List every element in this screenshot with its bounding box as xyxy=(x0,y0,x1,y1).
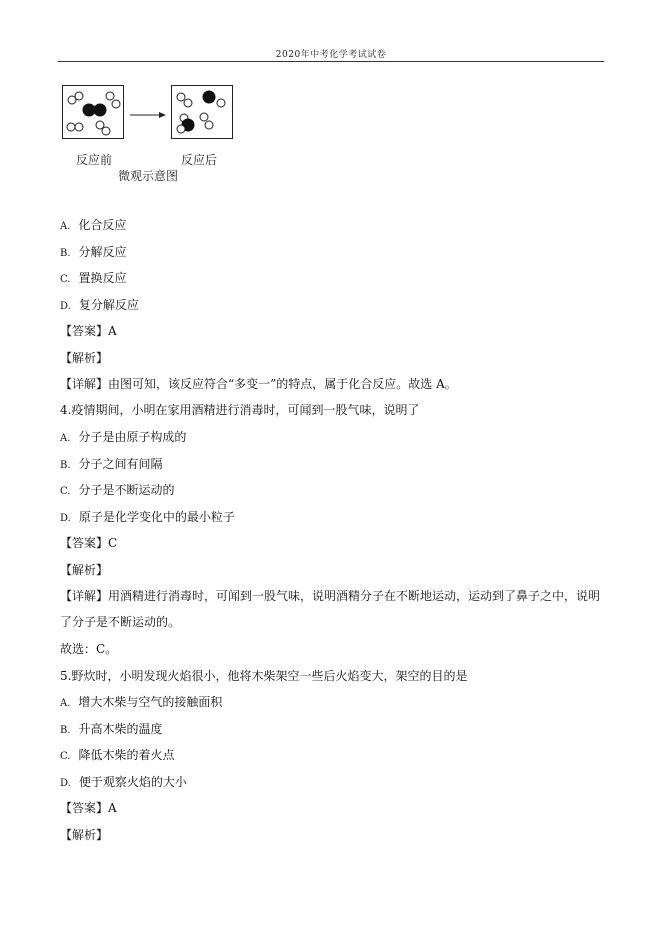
q4-option-d: D. 原子是化学变化中的最小粒子 xyxy=(60,510,235,524)
q3-detail: 【详解】由图可知，该反应符合“多变一”的特点，属于化合反应。故选 A。 xyxy=(60,377,457,391)
q4-detail: 【详解】用酒精进行消毒时，可闻到一股气味，说明酒精分子在不断地运动，运动到了鼻子之中，说明了分子是不断运动的。 xyxy=(60,589,601,629)
white-atom xyxy=(75,92,83,100)
q5-answer: 【答案】A xyxy=(60,801,117,815)
q4-option-a: A. 分子是由原子构成的 xyxy=(60,430,187,444)
white-atom xyxy=(106,92,114,100)
label-after: 反应后 xyxy=(181,153,218,167)
page-header: 2020年中考化学考试试卷 xyxy=(275,50,387,60)
white-atom xyxy=(96,121,104,129)
white-atom xyxy=(184,99,192,107)
q3-answer: 【答案】A xyxy=(60,324,117,338)
black-atom xyxy=(83,104,95,116)
black-atom xyxy=(203,91,215,103)
q4-option-b: B. 分子之间有间隔 xyxy=(60,457,163,471)
white-atom xyxy=(200,113,208,121)
figure-caption: 微观示意图 xyxy=(118,169,179,183)
q3-option-a: A. 化合反应 xyxy=(60,218,127,232)
q3-analysis: 【解析】 xyxy=(60,351,109,365)
white-atom xyxy=(205,121,213,129)
q5-stem: 5.野炊时，小明发现火焰很小，他将木柴架空一些后火焰变大，架空的目的是 xyxy=(60,669,468,683)
header-rule xyxy=(58,61,604,62)
arrow-head xyxy=(159,112,166,118)
white-atom xyxy=(67,123,75,131)
q4-analysis: 【解析】 xyxy=(60,563,109,577)
reaction-diagram-svg xyxy=(62,85,242,155)
micro-diagram xyxy=(62,85,242,185)
black-atom xyxy=(94,104,106,116)
white-atom xyxy=(102,127,110,135)
white-atom xyxy=(177,93,185,101)
q5-option-b: B. 升高木柴的温度 xyxy=(60,722,163,736)
q5-option-d: D. 便于观察火焰的大小 xyxy=(60,775,187,789)
q5-option-c: C. 降低木柴的着火点 xyxy=(60,748,175,762)
q3-option-b: B. 分解反应 xyxy=(60,245,127,259)
white-atom xyxy=(177,125,185,133)
q4-option-c: C. 分子是不断运动的 xyxy=(60,483,175,497)
q4-conclusion: 故选：C。 xyxy=(60,642,118,656)
white-atom xyxy=(112,100,120,108)
label-before: 反应前 xyxy=(76,153,113,167)
q4-stem: 4.疫情期间，小明在家用酒精进行消毒时，可闻到一股气味，说明了 xyxy=(60,403,420,417)
q4-answer: 【答案】C xyxy=(60,536,118,550)
q5-option-a: A. 增大木柴与空气的接触面积 xyxy=(60,695,223,709)
white-atom xyxy=(217,99,225,107)
q3-option-c: C. 置换反应 xyxy=(60,271,127,285)
q3-option-d: D. 复分解反应 xyxy=(60,298,139,312)
white-atom xyxy=(75,123,83,131)
q5-analysis: 【解析】 xyxy=(60,828,109,842)
